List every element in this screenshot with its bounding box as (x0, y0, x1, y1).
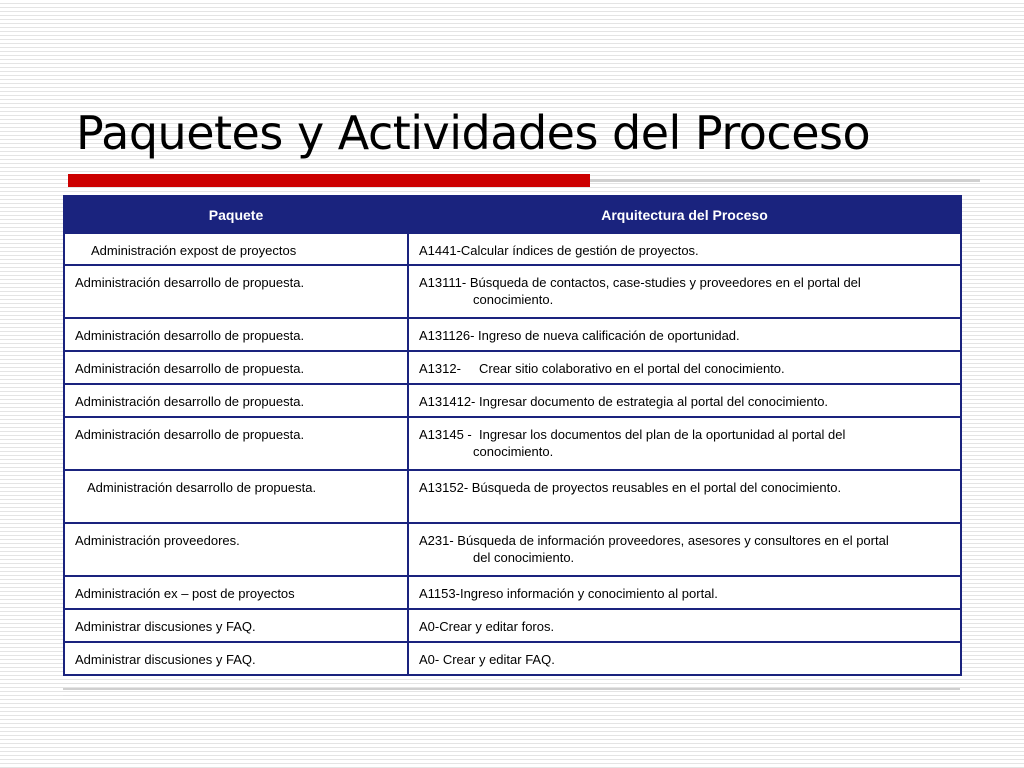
package-cell: Administración desarrollo de propuesta. (64, 318, 408, 351)
activity-text-continued: conocimiento. (473, 292, 554, 307)
activity-text: A1153-Ingreso información y conocimiento al portal. (419, 586, 718, 601)
table-row (64, 642, 961, 675)
header-package: Paquete (64, 196, 408, 233)
activity-cell (408, 233, 961, 265)
activity-text: A1441-Calcular índices de gestión de proyectos. (419, 243, 699, 258)
package-cell: Administración ex – post de proyectos (64, 576, 408, 609)
activity-cell (408, 576, 961, 609)
activity-text: A131126- Ingreso de nueva calificación de oportunidad. (419, 328, 740, 343)
activity-cell (408, 265, 961, 318)
activity-text: A13152- Búsqueda de proyectos reusables en el portal del conocimiento. (419, 480, 842, 495)
activity-text: A1312- Crear sitio colaborativo en el portal del conocimiento. (419, 361, 785, 376)
activity-cell (408, 609, 961, 642)
activity-cell (408, 351, 961, 384)
table-row (64, 609, 961, 642)
slide-title: Paquetes y Actividades del Proceso (76, 106, 871, 160)
title-accent-gray (590, 179, 980, 182)
process-table (63, 195, 962, 676)
header-architecture: Arquitectura del Proceso (408, 196, 961, 233)
activity-cell (408, 523, 961, 576)
table-header-row (64, 196, 961, 233)
table-row (64, 318, 961, 351)
table-row (64, 233, 961, 265)
activity-cell (408, 384, 961, 417)
package-cell: Administración proveedores. (64, 523, 408, 576)
package-cell: Administrar discusiones y FAQ. (64, 642, 408, 675)
package-cell: Administración desarrollo de propuesta. (64, 417, 408, 470)
activity-cell (408, 642, 961, 675)
activity-text: A13111- Búsqueda de contactos, case-studies y proveedores en el portal del (419, 275, 861, 290)
activity-text: A13145 - Ingresar los documentos del plan de la oportunidad al portal del (419, 427, 846, 442)
activity-text-continued: conocimiento. (473, 444, 554, 459)
footer-divider (63, 688, 960, 696)
activity-text-continued: del conocimiento. (473, 550, 575, 565)
activity-text: A231- Búsqueda de información proveedores, asesores y consultores en el portal (419, 533, 889, 548)
activity-cell (408, 470, 961, 523)
package-cell: Administración desarrollo de propuesta. (64, 470, 408, 523)
table-row (64, 384, 961, 417)
table-row (64, 576, 961, 609)
activity-text: A131412- Ingresar documento de estrategia al portal del conocimiento. (419, 394, 829, 409)
package-cell: Administración expost de proyectos (64, 233, 408, 265)
activity-text: A0-Crear y editar foros. (419, 619, 555, 634)
footer-line (63, 688, 960, 690)
activity-cell (408, 417, 961, 470)
table-row (64, 523, 961, 576)
activity-cell (408, 318, 961, 351)
package-cell: Administración desarrollo de propuesta. (64, 384, 408, 417)
package-cell: Administrar discusiones y FAQ. (64, 609, 408, 642)
table-row (64, 351, 961, 384)
activity-text: A0- Crear y editar FAQ. (419, 652, 555, 667)
process-table-container (63, 195, 960, 676)
package-cell: Administración desarrollo de propuesta. (64, 265, 408, 318)
title-accent-red (68, 174, 590, 187)
table-row (64, 470, 961, 523)
package-cell: Administración desarrollo de propuesta. (64, 351, 408, 384)
table-row (64, 417, 961, 470)
footer-line-thin (63, 695, 960, 696)
table-row (64, 265, 961, 318)
